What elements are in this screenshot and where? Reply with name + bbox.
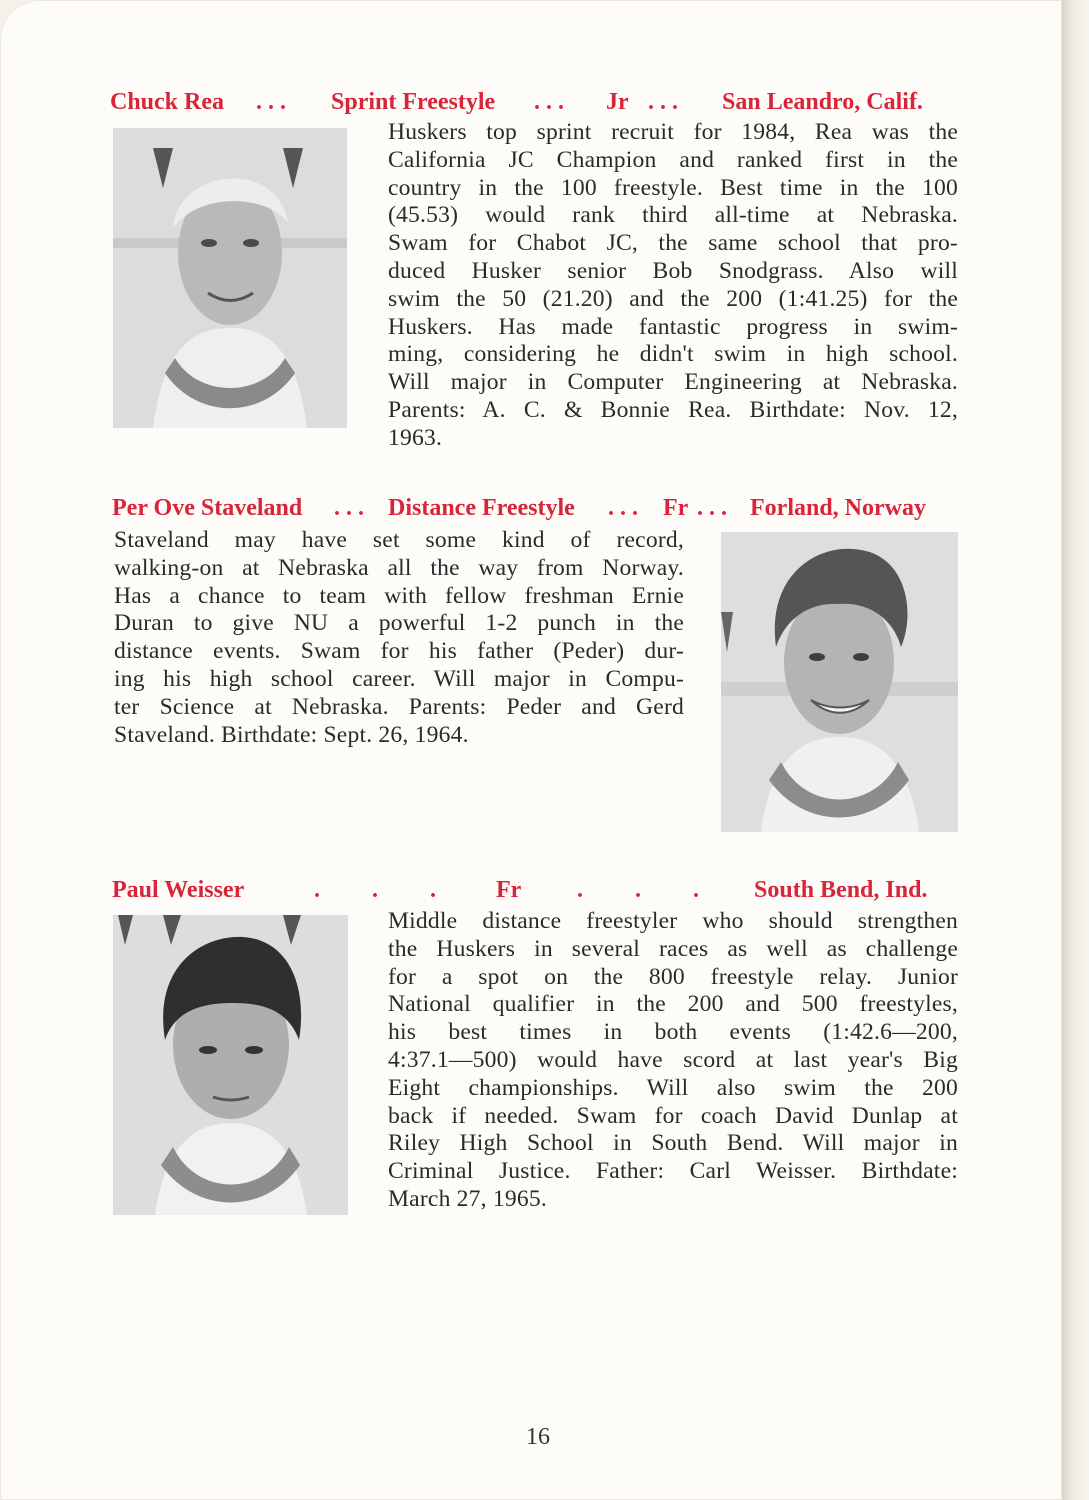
bio-line: 4:37.1—500) would have scord at last year's Big	[388, 1046, 958, 1073]
swimmer-hometown: San Leandro, Calif.	[722, 89, 923, 115]
bio-line: walking-on at Nebraska all the way from Norway.	[114, 554, 684, 581]
separator: . . .	[577, 877, 699, 903]
separator: . . .	[608, 495, 638, 521]
bio-line: Swam for Chabot JC, the same school that pro-	[388, 230, 958, 257]
swimmer-hometown: South Bend, Ind.	[754, 877, 928, 903]
separator: . . .	[256, 89, 286, 115]
swimmer-bio-chuck-rea	[388, 119, 958, 453]
bio-line: March 27, 1965.	[388, 1185, 547, 1212]
bio-line: duced Husker senior Bob Snodgrass. Also will	[388, 257, 958, 284]
bio-line: Huskers. Has made fantastic progress in swim-	[388, 313, 958, 340]
swimmer-year: Jr	[606, 89, 629, 115]
bio-line: ter Science at Nebraska. Parents: Peder and Gerd	[114, 693, 684, 720]
bio-line: ing his high school career. Will major in Compu-	[114, 665, 684, 692]
bio-line: ming, considering he didn't swim in high school.	[388, 341, 958, 368]
bio-line: the Huskers in several races as well as challenge	[388, 935, 958, 962]
bio-line: Duran to give NU a powerful 1-2 punch in the	[114, 610, 684, 637]
bio-line: Eight championships. Will also swim the 200	[388, 1074, 958, 1101]
swimmer-name: Paul Weisser	[112, 877, 245, 903]
separator: . . .	[334, 495, 364, 521]
bio-line: back if needed. Swam for coach David Dunlap at	[388, 1102, 958, 1129]
swimmer-photo-paul-weisser	[113, 915, 348, 1215]
bio-line: Parents: A. C. & Bonnie Rea. Birthdate: Nov. 12,	[388, 396, 958, 423]
swimmer-event: Sprint Freestyle	[331, 89, 496, 115]
bio-line: Will major in Computer Engineering at Nebraska.	[388, 369, 958, 396]
book-spine	[1062, 0, 1089, 1500]
swimmer-photo-per-ove-staveland	[721, 532, 958, 832]
bio-line: California JC Champion and ranked first in the	[388, 146, 958, 173]
swimmer-hometown: Forland, Norway	[750, 495, 926, 521]
bio-line: 1963.	[388, 424, 443, 451]
bio-line: distance events. Swam for his father (Peder) dur-	[114, 638, 684, 665]
separator: . . .	[534, 89, 564, 115]
swimmer-heading-per-ove-staveland	[112, 494, 952, 524]
swimmer-name: Chuck Rea	[110, 89, 225, 115]
separator: . . .	[697, 495, 727, 521]
swimmer-heading-paul-weisser	[112, 876, 952, 906]
swimmer-bio-per-ove-staveland	[114, 527, 684, 749]
swimmer-name: Per Ove Staveland	[112, 495, 303, 521]
swimmer-year: Fr	[496, 877, 522, 903]
swimmer-event: Distance Freestyle	[388, 495, 575, 521]
bio-line: Staveland may have set some kind of record,	[114, 527, 684, 553]
swimmer-year: Fr	[663, 495, 689, 521]
separator: . . .	[314, 877, 436, 903]
bio-line: Riley High School in South Bend. Will major in	[388, 1130, 958, 1157]
swimmer-bio-paul-weisser	[388, 908, 958, 1214]
bio-line: National qualifier in the 200 and 500 freestyles,	[388, 991, 958, 1018]
bio-line: (45.53) would rank third all-time at Nebraska.	[388, 202, 958, 229]
bio-line: for a spot on the 800 freestyle relay. Junior	[388, 963, 958, 990]
bio-line: swim the 50 (21.20) and the 200 (1:41.25) for the	[388, 285, 958, 312]
swimmer-heading-chuck-rea	[110, 88, 950, 118]
bio-line: Has a chance to team with fellow freshman Ernie	[114, 582, 684, 609]
bio-line: Staveland. Birthdate: Sept. 26, 1964.	[114, 721, 469, 748]
bio-line: Criminal Justice. Father: Carl Weisser. Birthdate:	[388, 1158, 958, 1185]
separator: . . .	[648, 89, 678, 115]
bio-line: Huskers top sprint recruit for 1984, Rea was the	[388, 119, 958, 145]
bio-line: his best times in both events (1:42.6—200,	[388, 1019, 958, 1046]
bio-line: country in the 100 freestyle. Best time in the 100	[388, 174, 958, 201]
bio-line: Middle distance freestyler who should strengthen	[388, 908, 958, 934]
swimmer-photo-chuck-rea	[113, 128, 347, 428]
page-number: 16	[526, 1424, 550, 1450]
